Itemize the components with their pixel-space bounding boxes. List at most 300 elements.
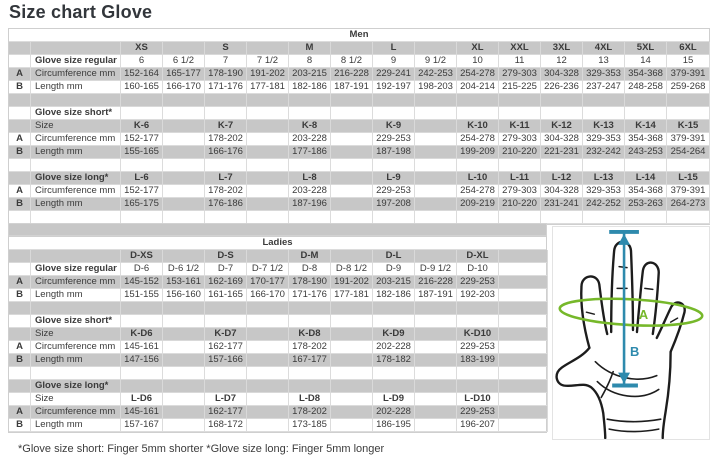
table-row [9, 380, 546, 393]
table-cell [9, 42, 31, 55]
table-cell: L-14 [625, 172, 667, 185]
table-cell: 304-328 [541, 185, 583, 198]
table-cell [331, 315, 373, 328]
table-cell: K-6 [121, 120, 163, 133]
table-cell: K-10 [457, 120, 499, 133]
table-cell [331, 185, 373, 198]
table-cell: 198-203 [415, 81, 457, 94]
table-cell [247, 250, 289, 263]
table-cell [499, 94, 541, 107]
table-cell: 183-199 [457, 354, 499, 367]
table-cell: 203-228 [289, 133, 331, 146]
table-cell [499, 419, 548, 432]
table-cell [331, 133, 373, 146]
table-cell: K-8 [289, 120, 331, 133]
table-cell: 229-253 [457, 406, 499, 419]
table-cell [9, 107, 31, 120]
table-cell: 254-278 [457, 133, 499, 146]
table-row [9, 198, 709, 211]
table-cell: 6 [121, 55, 163, 68]
table-cell: 15 [667, 55, 710, 68]
table-cell [331, 146, 373, 159]
table-cell: B [9, 289, 31, 302]
table-cell: 8 [289, 55, 331, 68]
table-section-row [9, 29, 709, 42]
table-cell: 162-169 [205, 276, 247, 289]
table-cell [289, 302, 331, 315]
table-cell: 173-185 [289, 419, 331, 432]
table-cell [9, 380, 31, 393]
table-cell: 12 [541, 55, 583, 68]
table-cell: 210-220 [499, 198, 541, 211]
table-cell: K-D7 [205, 328, 247, 341]
table-cell [31, 367, 121, 380]
table-cell: 254-278 [457, 68, 499, 81]
table-cell [9, 393, 31, 406]
table-cell: 279-303 [499, 68, 541, 81]
table-cell: 5XL [625, 42, 667, 55]
table-cell [247, 341, 289, 354]
table-row [9, 107, 709, 120]
table-cell: 264-273 [667, 198, 710, 211]
table-cell [163, 198, 205, 211]
table-row [9, 276, 546, 289]
table-cell [625, 211, 667, 224]
table-cell [31, 159, 121, 172]
table-cell [415, 107, 457, 120]
table-cell: Length mm [31, 289, 121, 302]
table-cell [121, 107, 163, 120]
table-cell: D-L [373, 250, 415, 263]
table-cell [415, 172, 457, 185]
table-cell [415, 133, 457, 146]
table-cell [205, 94, 247, 107]
table-cell [541, 107, 583, 120]
table-cell [373, 315, 415, 328]
table-row [9, 341, 546, 354]
table-cell [331, 341, 373, 354]
table-cell: L-10 [457, 172, 499, 185]
table-cell: K-D9 [373, 328, 415, 341]
hand-icon [553, 227, 709, 439]
table-cell: A [9, 68, 31, 81]
table-cell [583, 159, 625, 172]
table-cell [331, 94, 373, 107]
table-cell [163, 315, 205, 328]
table-cell: Glove size long* [31, 380, 121, 393]
table-cell [331, 354, 373, 367]
table-cell: D-8 1/2 [331, 263, 373, 276]
table-cell: 161-165 [205, 289, 247, 302]
table-cell: S [205, 42, 247, 55]
table-cell: 165-177 [163, 68, 205, 81]
table-cell [9, 302, 31, 315]
table-cell [331, 250, 373, 263]
table-row [9, 302, 546, 315]
table-cell [247, 42, 289, 55]
table-cell [31, 94, 121, 107]
label-a: A [638, 307, 649, 323]
table-cell [247, 94, 289, 107]
table-cell [289, 94, 331, 107]
table-cell: L-D6 [121, 393, 163, 406]
table-row [9, 81, 709, 94]
table-cell [457, 107, 499, 120]
hand-measurement-diagram [552, 226, 710, 440]
table-cell: 182-186 [373, 289, 415, 302]
table-cell: Length mm [31, 81, 121, 94]
table-cell: 209-219 [457, 198, 499, 211]
table-row [9, 94, 709, 107]
table-row [9, 354, 546, 367]
table-cell: XL [457, 42, 499, 55]
table-cell: 178-202 [289, 406, 331, 419]
table-cell: 10 [457, 55, 499, 68]
table-cell: 199-209 [457, 146, 499, 159]
table-cell [415, 341, 457, 354]
table-cell [415, 120, 457, 133]
table-cell: 166-170 [163, 81, 205, 94]
table-cell [247, 315, 289, 328]
table-cell: L-15 [667, 172, 710, 185]
table-cell: 243-253 [625, 146, 667, 159]
table-cell [247, 406, 289, 419]
circumference-ellipse [559, 296, 703, 329]
table-cell [247, 120, 289, 133]
table-cell [163, 367, 205, 380]
table-cell: 157-167 [121, 419, 163, 432]
table-cell: 196-207 [457, 419, 499, 432]
table-cell: D-7 [205, 263, 247, 276]
table-row [9, 393, 546, 406]
table-cell: M [289, 42, 331, 55]
table-cell [9, 172, 31, 185]
table-cell [625, 107, 667, 120]
label-b: B [630, 343, 640, 359]
page-title: Size chart Glove [9, 2, 153, 22]
table-cell: 304-328 [541, 133, 583, 146]
table-cell: 226-236 [541, 81, 583, 94]
table-cell: 229-253 [457, 276, 499, 289]
table-cell [9, 367, 31, 380]
table-cell: 182-186 [289, 81, 331, 94]
table-cell [121, 380, 163, 393]
table-cell [499, 393, 548, 406]
table-cell: B [9, 354, 31, 367]
table-cell: 6 1/2 [163, 55, 205, 68]
table-cell [457, 302, 499, 315]
table-cell: 237-247 [583, 81, 625, 94]
table-cell: A [9, 341, 31, 354]
table-cell [9, 328, 31, 341]
table-cell [415, 315, 457, 328]
table-cell: 7 [205, 55, 247, 68]
table-cell: A [9, 276, 31, 289]
table-cell [499, 406, 548, 419]
table-cell: 221-231 [541, 146, 583, 159]
table-cell [667, 107, 710, 120]
table-cell: D-S [205, 250, 247, 263]
table-cell: 168-172 [205, 419, 247, 432]
table-cell: 152-164 [121, 68, 163, 81]
table-cell: L-D9 [373, 393, 415, 406]
table-cell [163, 133, 205, 146]
table-cell: 187-198 [373, 146, 415, 159]
table-cell: D-9 1/2 [415, 263, 457, 276]
table-cell: 187-196 [289, 198, 331, 211]
table-cell [331, 302, 373, 315]
table-cell [457, 380, 499, 393]
table-cell: A [9, 406, 31, 419]
table-cell: 210-220 [499, 146, 541, 159]
table-cell [247, 354, 289, 367]
table-cell [247, 198, 289, 211]
table-section-row [9, 237, 546, 250]
table-cell: 215-225 [499, 81, 541, 94]
table-cell: Glove size short* [31, 107, 121, 120]
table-cell: Glove size long* [31, 172, 121, 185]
table-cell: 7 1/2 [247, 55, 289, 68]
table-cell [457, 367, 499, 380]
table-cell [625, 159, 667, 172]
table-cell: Circumference mm [31, 133, 121, 146]
table-cell [541, 94, 583, 107]
table-cell [583, 107, 625, 120]
table-cell [373, 107, 415, 120]
table-cell [121, 159, 163, 172]
table-cell [457, 159, 499, 172]
table-cell [415, 250, 457, 263]
table-cell [499, 263, 548, 276]
table-cell: K-11 [499, 120, 541, 133]
table-cell [415, 302, 457, 315]
table-cell: 304-328 [541, 68, 583, 81]
table-cell [415, 198, 457, 211]
table-cell: K-7 [205, 120, 247, 133]
table-cell: 160-165 [121, 81, 163, 94]
table-cell: 152-177 [121, 185, 163, 198]
table-cell: A [9, 133, 31, 146]
table-cell: 254-264 [667, 146, 710, 159]
table-cell [163, 159, 205, 172]
table-cell: 11 [499, 55, 541, 68]
table-cell [415, 146, 457, 159]
table-cell [415, 94, 457, 107]
table-cell: 329-353 [583, 185, 625, 198]
table-cell [415, 354, 457, 367]
table-cell: 187-191 [331, 81, 373, 94]
table-cell [9, 55, 31, 68]
table-cell: L-6 [121, 172, 163, 185]
table-cell [289, 315, 331, 328]
table-cell: 14 [625, 55, 667, 68]
table-cell [289, 107, 331, 120]
table-cell [163, 419, 205, 432]
size-footnote: *Glove size short: Finger 5mm shorter *Glove size long: Finger 5mm longer [18, 443, 385, 455]
table-cell: 4XL [583, 42, 625, 55]
table-cell: L-D7 [205, 393, 247, 406]
table-cell: 155-165 [121, 146, 163, 159]
table-cell: 8 1/2 [331, 55, 373, 68]
table-cell [373, 302, 415, 315]
table-cell [373, 380, 415, 393]
table-cell: 162-177 [205, 406, 247, 419]
table-cell: A [9, 185, 31, 198]
table-cell [499, 328, 548, 341]
table-cell [205, 107, 247, 120]
table-cell [247, 172, 289, 185]
table-cell [163, 406, 205, 419]
table-cell [331, 120, 373, 133]
table-cell: 187-191 [415, 289, 457, 302]
table-cell [205, 380, 247, 393]
table-cell [499, 107, 541, 120]
table-row [9, 68, 709, 81]
table-cell [457, 94, 499, 107]
table-cell [163, 120, 205, 133]
table-cell: 229-253 [373, 185, 415, 198]
table-cell [289, 367, 331, 380]
table-cell [331, 406, 373, 419]
table-cell [247, 133, 289, 146]
table-cell: Circumference mm [31, 276, 121, 289]
table-cell: K-D10 [457, 328, 499, 341]
table-cell [667, 94, 710, 107]
table-cell [415, 42, 457, 55]
table-cell: 192-197 [373, 81, 415, 94]
table-cell [331, 380, 373, 393]
table-cell [415, 159, 457, 172]
table-cell [331, 107, 373, 120]
table-cell [415, 367, 457, 380]
table-row [9, 328, 546, 341]
table-cell: 248-258 [625, 81, 667, 94]
table-cell: 379-391 [667, 68, 710, 81]
table-row [9, 250, 546, 263]
table-cell: 176-186 [205, 198, 247, 211]
table-cell: 9 1/2 [415, 55, 457, 68]
table-cell: L-D10 [457, 393, 499, 406]
table-cell: 166-176 [205, 146, 247, 159]
table-cell: L-9 [373, 172, 415, 185]
table-cell: 177-181 [247, 81, 289, 94]
table-cell: 354-368 [625, 68, 667, 81]
table-cell: K-14 [625, 120, 667, 133]
table-cell [9, 120, 31, 133]
table-cell [9, 250, 31, 263]
table-cell [163, 341, 205, 354]
table-cell [163, 172, 205, 185]
table-cell: B [9, 419, 31, 432]
table-cell: D-M [289, 250, 331, 263]
table-cell: K-12 [541, 120, 583, 133]
table-cell [163, 380, 205, 393]
table-cell [205, 367, 247, 380]
table-cell: 151-155 [121, 289, 163, 302]
table-cell: 171-176 [289, 289, 331, 302]
table-cell [163, 302, 205, 315]
section-header-cell: Men [9, 29, 709, 42]
table-cell: K-D6 [121, 328, 163, 341]
table-cell: Circumference mm [31, 406, 121, 419]
table-cell [205, 302, 247, 315]
table-cell [9, 263, 31, 276]
table-cell: 202-228 [373, 406, 415, 419]
table-cell: D-6 [121, 263, 163, 276]
table-cell: 192-203 [457, 289, 499, 302]
table-cell [499, 276, 548, 289]
table-cell: 171-176 [205, 81, 247, 94]
table-cell: 170-177 [247, 276, 289, 289]
table-cell: D-XL [457, 250, 499, 263]
table-cell: 145-161 [121, 341, 163, 354]
table-cell: L-8 [289, 172, 331, 185]
table-cell: 203-228 [289, 185, 331, 198]
table-cell: Length mm [31, 146, 121, 159]
table-cell: 242-253 [415, 68, 457, 81]
table-row [9, 146, 709, 159]
table-cell [667, 159, 710, 172]
table-cell [331, 419, 373, 432]
table-cell [415, 393, 457, 406]
table-cell [9, 94, 31, 107]
table-cell: XS [121, 42, 163, 55]
table-cell: 186-195 [373, 419, 415, 432]
table-row [9, 367, 546, 380]
table-row [9, 185, 709, 198]
table-row [9, 315, 546, 328]
table-cell: 231-241 [541, 198, 583, 211]
table-cell: 3XL [541, 42, 583, 55]
table-cell: Circumference mm [31, 185, 121, 198]
table-cell [499, 367, 548, 380]
table-cell [205, 315, 247, 328]
table-cell [331, 393, 373, 406]
table-row [9, 133, 709, 146]
table-row [9, 172, 709, 185]
table-cell [163, 185, 205, 198]
table-cell: 162-177 [205, 341, 247, 354]
table-row [9, 289, 546, 302]
table-cell: 191-202 [247, 68, 289, 81]
table-cell: D-7 1/2 [247, 263, 289, 276]
table-cell [31, 250, 121, 263]
table-cell [331, 159, 373, 172]
table-cell [247, 107, 289, 120]
table-cell: K-9 [373, 120, 415, 133]
table-cell: L [373, 42, 415, 55]
table-cell: 167-177 [289, 354, 331, 367]
table-cell [541, 211, 583, 224]
table-cell: B [9, 81, 31, 94]
table-cell: K-13 [583, 120, 625, 133]
men-size-table [8, 28, 710, 225]
table-cell: 166-170 [247, 289, 289, 302]
table-cell [247, 159, 289, 172]
table-cell: 153-161 [163, 276, 205, 289]
table-cell: 216-228 [415, 276, 457, 289]
table-cell: Glove size regular [31, 55, 121, 68]
table-cell: 197-208 [373, 198, 415, 211]
table-cell [9, 159, 31, 172]
table-cell: 254-278 [457, 185, 499, 198]
table-cell: 178-202 [205, 185, 247, 198]
table-cell [121, 302, 163, 315]
table-cell [121, 94, 163, 107]
table-cell [247, 328, 289, 341]
table-cell [457, 315, 499, 328]
table-cell [31, 302, 121, 315]
